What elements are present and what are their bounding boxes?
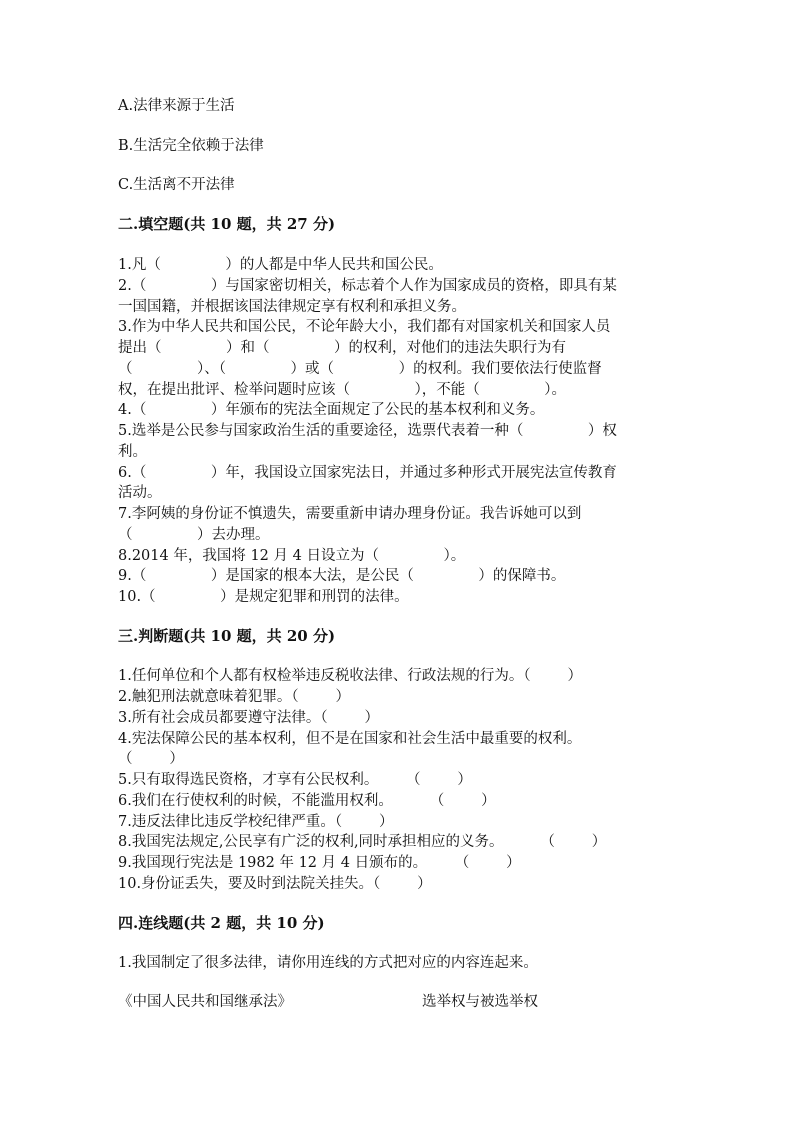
judge-line: 9.我国现行宪法是 1982 年 12 月 4 日颁布的。 （ ） <box>118 855 521 871</box>
fill-line: 2.（ ）与国家密切相关，标志着个人作为国家成员的资格，即具有某 <box>118 278 617 294</box>
option-b: B.生活完全依赖于法律 <box>118 138 264 154</box>
fill-line: 利。 <box>118 444 147 460</box>
judge-line: 5.只有取得选民资格，才享有公民权利。 （ ） <box>118 772 472 788</box>
fill-line: 6.（ ）年，我国设立国家宪法日，并通过多种形式开展宪法宣传教育 <box>118 465 617 481</box>
judge-line: 1.任何单位和个人都有权检举违反税收法律、行政法规的行为。（ ） <box>118 668 582 684</box>
fill-line: 4.（ ）年颁布的宪法全面规定了公民的基本权利和义务。 <box>118 402 545 418</box>
fill-line: 9.（ ）是国家的根本大法，是公民（ ）的保障书。 <box>118 568 566 584</box>
judge-line: 4.宪法保障公民的基本权利，但不是在国家和社会生活中最重要的权利。 <box>118 731 582 747</box>
option-c: C.生活离不开法律 <box>118 177 235 193</box>
fill-line: 提出（ ）和（ ）的权利，对他们的违法失职行为有 <box>118 340 567 356</box>
fill-line: 8.2014 年，我国将 12 月 4 日设立为（ ）。 <box>118 548 466 564</box>
fill-line: 5.选举是公民参与国家政治生活的重要途径，选票代表着一种（ ）权 <box>118 423 617 439</box>
option-a: A.法律来源于生活 <box>118 98 235 114</box>
fill-line: 权，在提出批评、检举问题时应该（ ），不能（ ）。 <box>118 382 567 398</box>
fill-line: 10.（ ）是规定犯罪和刑罚的法律。 <box>118 589 409 605</box>
judge-line: 7.违反法律比违反学校纪律严重。（ ） <box>118 814 394 830</box>
fill-line: （ ）、（ ）或（ ）的权利。我们要依法行使监督 <box>118 361 602 377</box>
judge-line: 3.所有社会成员都要遵守法律。（ ） <box>118 710 379 726</box>
fill-line: （ ）去办理。 <box>118 527 270 543</box>
fill-line: 7.李阿姨的身份证不慎遗失，需要重新申请办理身份证。我告诉她可以到 <box>118 506 582 522</box>
fill-line: 3.作为中华人民共和国公民，不论年龄大小，我们都有对国家机关和国家人员 <box>118 319 611 335</box>
fill-line: 活动。 <box>118 485 162 501</box>
section-title-matching: 四.连线题(共 2 题，共 10 分) <box>118 914 325 932</box>
judge-line: 2.触犯刑法就意味着犯罪。（ ） <box>118 689 350 705</box>
fill-line: 一国国籍，并根据该国法律规定享有权利和承担义务。 <box>118 299 466 315</box>
section-title-true-false: 三.判断题(共 10 题，共 20 分) <box>118 627 336 645</box>
matching-question: 1.我国制定了很多法律，请你用连线的方式把对应的内容连起来。 <box>118 955 538 971</box>
judge-line: （ ） <box>118 751 184 767</box>
matching-left-item: 《中国人民共和国继承法》 <box>118 994 292 1010</box>
judge-line: 8.我国宪法规定,公民享有广泛的权利,同时承担相应的义务。 （ ） <box>118 834 607 850</box>
fill-line: 1.凡（ ）的人都是中华人民共和国公民。 <box>118 257 443 273</box>
judge-line: 10.身份证丢失，要及时到法院关挂失。（ ） <box>118 876 432 892</box>
judge-line: 6.我们在行使权利的时候，不能滥用权利。 （ ） <box>118 793 496 809</box>
matching-right-item: 选举权与被选举权 <box>422 994 538 1010</box>
section-title-fill-in: 二.填空题(共 10 题，共 27 分) <box>118 215 336 233</box>
